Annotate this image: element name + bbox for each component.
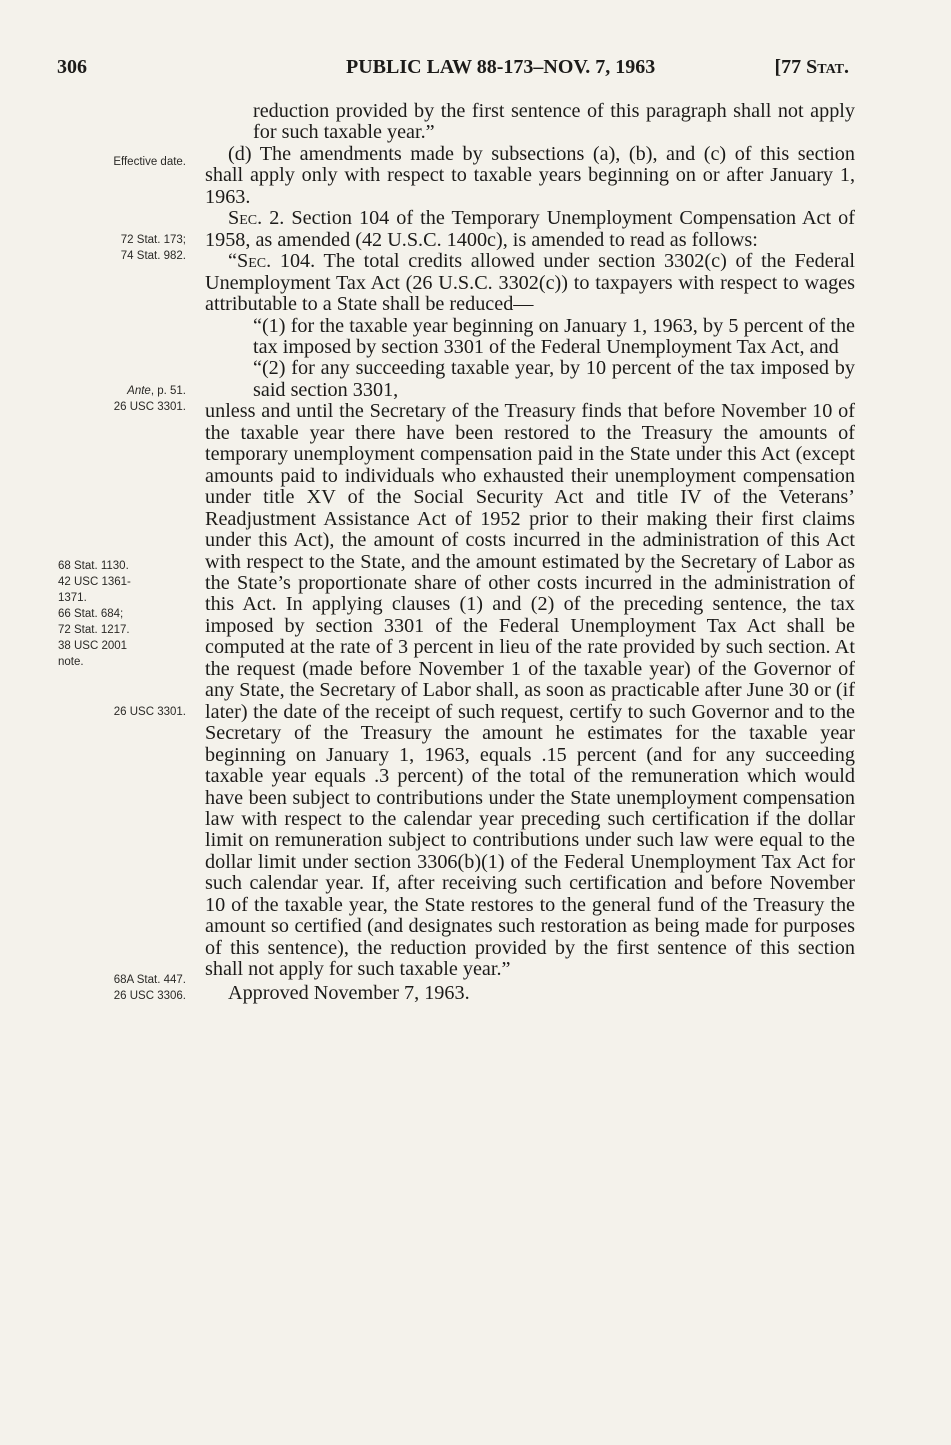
margin-note-text: note. xyxy=(58,656,84,668)
margin-note-text: 66 Stat. 684; xyxy=(58,608,124,620)
margin-note-text: 72 Stat. 173; xyxy=(120,234,186,246)
section-text: The total credits allowed under section 3302(c) of the Federal Unemployment Tax Act (26 U.S.C. 3302(c)) to taxpayers with respect to wages attributable to a State shall be reduced— xyxy=(205,250,855,316)
stat-prefix: [77 xyxy=(774,56,807,78)
margin-note-stat-447 xyxy=(58,972,186,1004)
margin-note-ante xyxy=(58,383,186,415)
clause-2: “(2) for any succeeding taxable year, by 10 percent of the tax imposed by said section 3301, xyxy=(253,357,855,401)
running-title: PUBLIC LAW 88-173–NOV. 7, 1963 xyxy=(346,56,656,78)
paragraph-effective-date: (d) The amendments made by subsections (a), (b), and (c) of this section shall apply only with respect to taxable years beginning on or after January 1, 1963. xyxy=(205,142,855,208)
margin-note-text: 68A Stat. 447. xyxy=(113,974,186,986)
section-label: Sec. 104. xyxy=(236,250,316,273)
document-body xyxy=(205,101,855,1004)
margin-note-text: 72 Stat. 1217. xyxy=(58,624,130,636)
margin-note-usc-3301 xyxy=(58,704,186,720)
margin-note-text: 26 USC 3306. xyxy=(113,990,186,1002)
margin-note-text: 68 Stat. 1130. xyxy=(58,560,129,572)
margin-note-ante-page: , p. 51. xyxy=(150,385,186,397)
margin-note-text xyxy=(58,383,186,399)
margin-note-effective-date xyxy=(58,154,186,170)
page-header xyxy=(0,56,951,86)
margin-note-text: 42 USC 1361- xyxy=(58,576,131,588)
paragraph-section-2 xyxy=(205,208,855,251)
margin-note-stat-173 xyxy=(58,232,186,264)
paragraph-section-104 xyxy=(205,251,855,315)
margin-note-ante-italic: Ante xyxy=(127,385,151,397)
paragraph-unless-and-until: unless and until the Secretary of the Treasury finds that before November 10 of the taxable year there have been restored to the Treasury the amounts of temporary unemployment compensation paid in the State under this Act (except amounts paid to individuals who exhausted their unemployment compensation under title XV of the Social Security Act and title IV of the Veterans’ Readjustment Assistance Act of 1952 prior to their making their first claims under this Act), the amount of costs incurred in the administration of this Act with respect to the State, and the amount estimated by the Secretary of Labor as the State’s proportionate share of other costs incurred in the administration of this Act. In applying clauses (1) and (2) of the preceding sentence, the tax imposed by section 3301 of the Federal Unemployment Tax Act shall be computed at the rate of 3 percent in lieu of the rate provided by such section. At the request (made before November 1 of the taxable year) of the Governor of any State, the Secretary of Labor shall, as soon as practicable after June 30 or (if later) the date of the receipt of such request, certify to such Governor and to the Secretary of the Treasury the amount he estimates for the taxable year beginning on January 1, 1963, equals .15 percent (and for any succeeding taxable year equals .3 percent) of the total of the remuneration which would have been subject to contributions under the State unemployment compensation law with respect to the calendar year preceding such certification if the dollar limit on remuneration subject to contributions under such law were equal to the dollar limit under section 3306(b)(1) of the Federal Unemployment Tax Act for such calendar year. If, after receiving such certification and before November 10 of the taxable year, the State restores to the general fund of the Treasury the amount so certified (and designates such restoration as being made for purposes of this sentence), the reduction provided by the first sentence of this section shall not apply for such taxable year.” xyxy=(205,400,855,981)
margin-note-text: 26 USC 3301. xyxy=(113,401,186,413)
margin-note-text: Effective date. xyxy=(113,156,186,168)
paragraph-continuation: reduction provided by the first sentence of this paragraph shall not apply for such taxable year.” xyxy=(253,100,855,144)
section-text: Section 104 of the Temporary Unemployment Compensation Act of 1958, as amended (42 U.S.C. 1400c), is amended to read as follows: xyxy=(205,207,855,251)
margin-note-text: 74 Stat. 982. xyxy=(120,250,186,262)
section-label: Sec. 2. xyxy=(228,207,285,230)
page-number: 306 xyxy=(57,56,87,78)
margin-note-social-security xyxy=(58,558,186,670)
margin-note-text: 1371. xyxy=(58,592,87,604)
approval-date: Approved November 7, 1963. xyxy=(228,981,470,1004)
statute-volume-reference xyxy=(774,56,849,79)
margin-note-text: 38 USC 2001 xyxy=(58,640,128,652)
stat-label: Stat. xyxy=(806,56,849,78)
clause-1: “(1) for the taxable year beginning on January 1, 1963, by 5 percent of the tax imposed by section 3301 of the Federal Unemployment Tax Act, and xyxy=(253,314,855,358)
margin-note-text: 26 USC 3301. xyxy=(113,706,186,718)
open-quote: “ xyxy=(228,250,237,273)
